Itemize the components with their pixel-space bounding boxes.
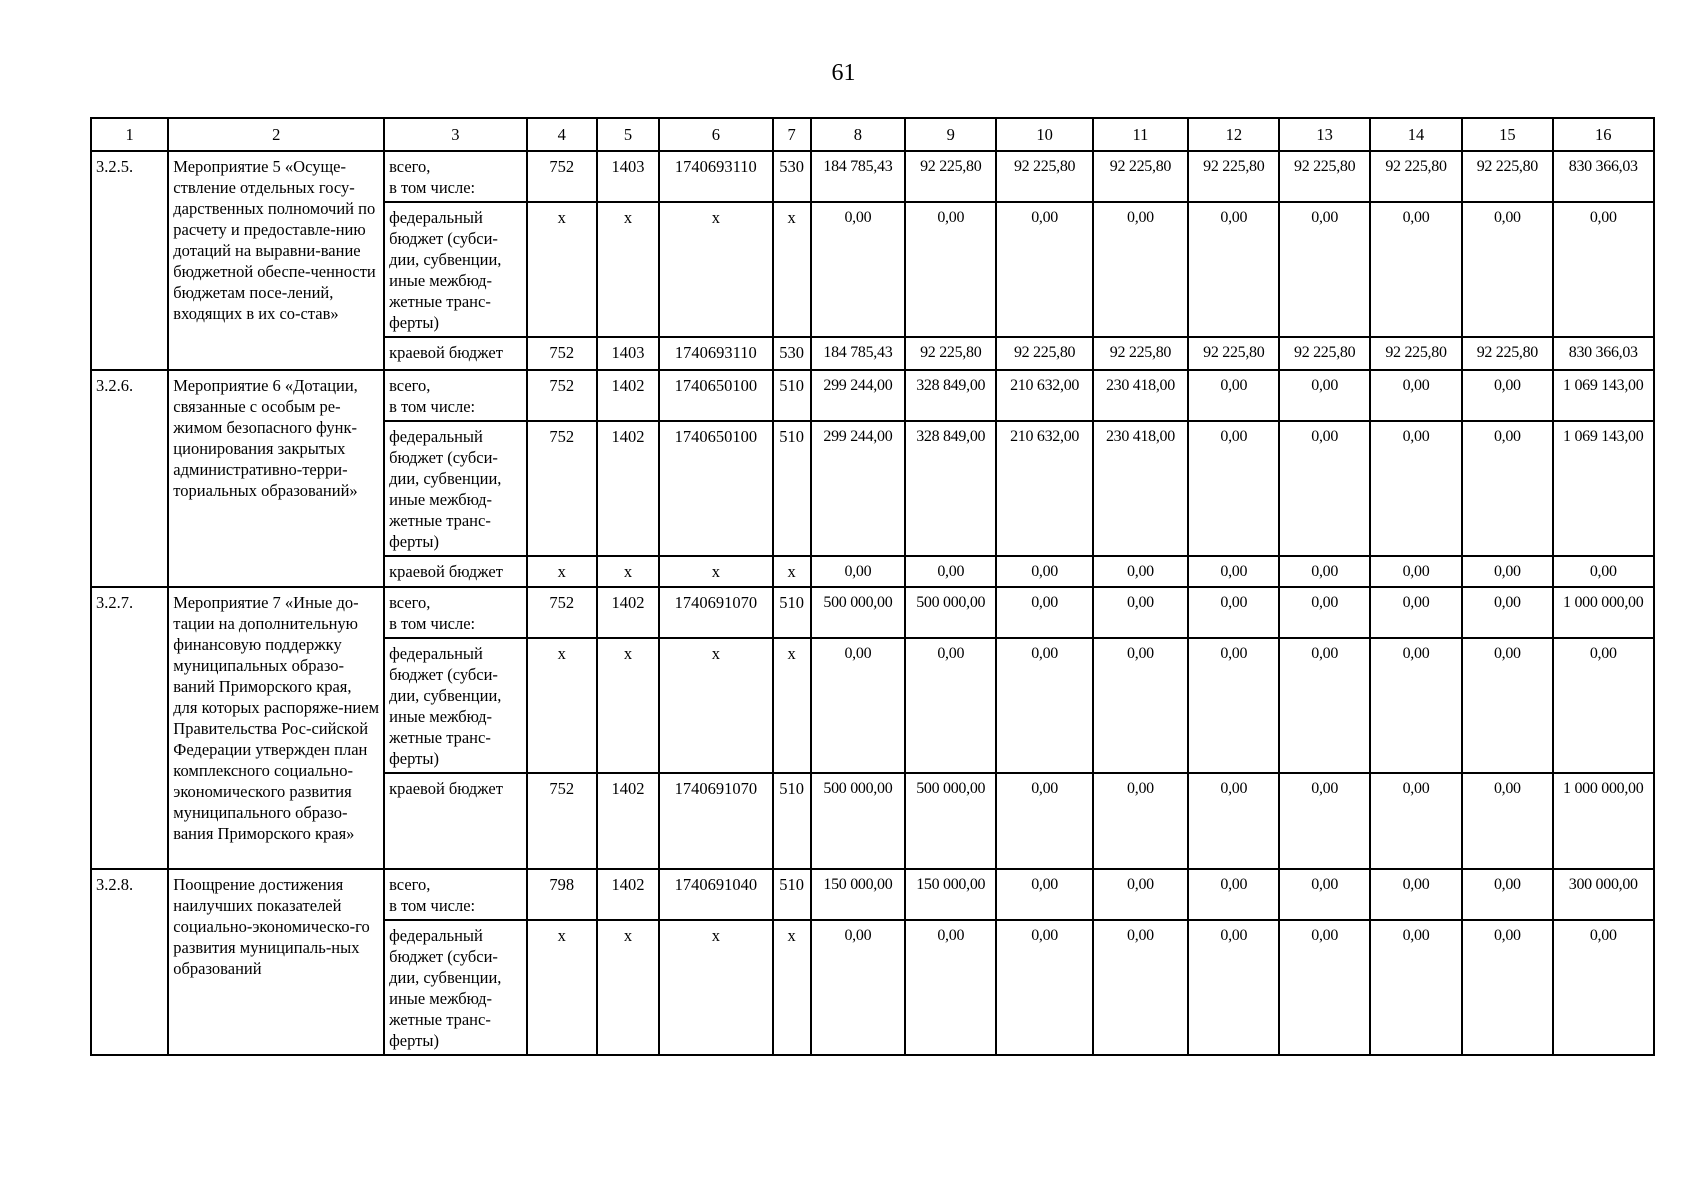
budget-code-c4: х [527, 556, 597, 587]
amount-col-12: 0,00 [1188, 202, 1279, 337]
amount-col-12: 0,00 [1188, 370, 1279, 421]
amount-col-12: 0,00 [1188, 920, 1279, 1055]
amount-col-8: 500 000,00 [811, 773, 905, 869]
amount-col-9: 328 849,00 [905, 421, 996, 556]
amount-col-11: 0,00 [1093, 587, 1188, 638]
amount-col-9: 500 000,00 [905, 587, 996, 638]
amount-col-8: 0,00 [811, 638, 905, 773]
amount-col-16: 0,00 [1553, 638, 1654, 773]
funding-source: федеральный бюджет (субси-дии, субвенции, иные межбюд-жетные транс-ферты) [384, 638, 527, 773]
budget-code-c4: 752 [527, 151, 597, 202]
budget-code-c5: 1402 [597, 773, 659, 869]
budget-code-c6: 1740650100 [659, 421, 772, 556]
budget-code-c6: 1740691070 [659, 587, 772, 638]
amount-col-12: 0,00 [1188, 587, 1279, 638]
table-row [91, 869, 1654, 920]
amount-col-16: 1 069 143,00 [1553, 421, 1654, 556]
amount-col-9: 0,00 [905, 556, 996, 587]
activity-code: 3.2.8. [91, 869, 168, 1055]
amount-col-15: 0,00 [1462, 773, 1552, 869]
budget-code-c6: х [659, 920, 772, 1055]
table-row [91, 587, 1654, 638]
amount-col-8: 0,00 [811, 920, 905, 1055]
amount-col-11: 92 225,80 [1093, 337, 1188, 370]
amount-col-11: 0,00 [1093, 773, 1188, 869]
amount-col-8: 150 000,00 [811, 869, 905, 920]
amount-col-11: 0,00 [1093, 869, 1188, 920]
budget-code-c7: 510 [773, 587, 811, 638]
budget-code-c5: 1402 [597, 421, 659, 556]
budget-code-c5: 1402 [597, 370, 659, 421]
column-header-15: 15 [1462, 118, 1552, 151]
amount-col-9: 0,00 [905, 638, 996, 773]
funding-source: федеральный бюджет (субси-дии, субвенции, иные межбюд-жетные транс-ферты) [384, 421, 527, 556]
funding-source: всего, в том числе: [384, 587, 527, 638]
column-header-1: 1 [91, 118, 168, 151]
column-header-8: 8 [811, 118, 905, 151]
amount-col-9: 500 000,00 [905, 773, 996, 869]
budget-code-c5: х [597, 638, 659, 773]
amount-col-8: 299 244,00 [811, 370, 905, 421]
amount-col-13: 0,00 [1279, 773, 1369, 869]
activity-code: 3.2.5. [91, 151, 168, 370]
column-header-3: 3 [384, 118, 527, 151]
amount-col-13: 0,00 [1279, 370, 1369, 421]
budget-code-c7: х [773, 920, 811, 1055]
amount-col-13: 92 225,80 [1279, 337, 1369, 370]
amount-col-16: 0,00 [1553, 556, 1654, 587]
amount-col-14: 0,00 [1370, 421, 1462, 556]
amount-col-14: 0,00 [1370, 202, 1462, 337]
budget-code-c6: х [659, 556, 772, 587]
amount-col-9: 92 225,80 [905, 151, 996, 202]
amount-col-15: 0,00 [1462, 638, 1552, 773]
funding-source: краевой бюджет [384, 773, 527, 869]
activity-name: Мероприятие 5 «Осуще-ствление отдельных госу-дарственных полномочий по расчету и предоставле-нию дотаций на выравни-вание бюджетной обеспе-ченности бюджетам посе-лений, входящих в их со-став» [168, 151, 384, 370]
column-header-2: 2 [168, 118, 384, 151]
budget-code-c5: 1403 [597, 337, 659, 370]
column-header-5: 5 [597, 118, 659, 151]
amount-col-8: 0,00 [811, 202, 905, 337]
amount-col-10: 0,00 [996, 638, 1092, 773]
amount-col-11: 92 225,80 [1093, 151, 1188, 202]
budget-code-c4: х [527, 202, 597, 337]
amount-col-13: 0,00 [1279, 202, 1369, 337]
amount-col-12: 0,00 [1188, 421, 1279, 556]
amount-col-15: 92 225,80 [1462, 151, 1552, 202]
funding-source: краевой бюджет [384, 556, 527, 587]
column-header-7: 7 [773, 118, 811, 151]
amount-col-10: 0,00 [996, 773, 1092, 869]
amount-col-12: 0,00 [1188, 773, 1279, 869]
budget-code-c6: х [659, 202, 772, 337]
amount-col-10: 0,00 [996, 920, 1092, 1055]
budget-code-c4: 752 [527, 773, 597, 869]
budget-code-c7: 510 [773, 370, 811, 421]
amount-col-16: 830 366,03 [1553, 337, 1654, 370]
activity-name: Мероприятие 6 «Дотации, связанные с особым ре-жимом безопасного функ-ционирования закрытых административно-терри-ториальных образований» [168, 370, 384, 587]
amount-col-11: 0,00 [1093, 638, 1188, 773]
amount-col-16: 0,00 [1553, 920, 1654, 1055]
amount-col-16: 1 000 000,00 [1553, 773, 1654, 869]
budget-code-c4: 798 [527, 869, 597, 920]
amount-col-13: 0,00 [1279, 556, 1369, 587]
column-header-9: 9 [905, 118, 996, 151]
amount-col-15: 0,00 [1462, 869, 1552, 920]
budget-code-c5: х [597, 920, 659, 1055]
budget-code-c7: 530 [773, 151, 811, 202]
budget-code-c7: х [773, 202, 811, 337]
amount-col-10: 92 225,80 [996, 337, 1092, 370]
amount-col-14: 0,00 [1370, 587, 1462, 638]
amount-col-12: 0,00 [1188, 556, 1279, 587]
table-row [91, 370, 1654, 421]
budget-code-c4: 752 [527, 587, 597, 638]
amount-col-11: 0,00 [1093, 556, 1188, 587]
table-row [91, 151, 1654, 202]
amount-col-14: 0,00 [1370, 638, 1462, 773]
activity-name: Мероприятие 7 «Иные до-тации на дополнительную финансовую поддержку муниципальных образо-ваний Приморского края, для которых распоряже-нием Правительства Рос-сийской Федерации утвержден план комплексного социально-экономического развития муниципального образо-вания Приморского края» [168, 587, 384, 869]
amount-col-14: 92 225,80 [1370, 337, 1462, 370]
amount-col-11: 230 418,00 [1093, 421, 1188, 556]
budget-code-c7: 510 [773, 869, 811, 920]
budget-code-c6: 1740691040 [659, 869, 772, 920]
amount-col-15: 92 225,80 [1462, 337, 1552, 370]
column-header-11: 11 [1093, 118, 1188, 151]
budget-code-c6: 1740693110 [659, 337, 772, 370]
amount-col-13: 0,00 [1279, 421, 1369, 556]
budget-code-c5: 1403 [597, 151, 659, 202]
budget-code-c7: 510 [773, 773, 811, 869]
funding-source: всего, в том числе: [384, 151, 527, 202]
activity-name: Поощрение достижения наилучших показателей социально-экономическо-го развития муниципаль-ных образований [168, 869, 384, 1055]
amount-col-9: 92 225,80 [905, 337, 996, 370]
budget-table [90, 117, 1655, 1056]
budget-code-c4: 752 [527, 370, 597, 421]
page-number: 61 [831, 60, 856, 86]
header-row [91, 118, 1654, 151]
column-header-10: 10 [996, 118, 1092, 151]
budget-code-c7: 530 [773, 337, 811, 370]
funding-source: всего, в том числе: [384, 869, 527, 920]
activity-code: 3.2.6. [91, 370, 168, 587]
budget-code-c6: 1740691070 [659, 773, 772, 869]
budget-code-c4: 752 [527, 421, 597, 556]
amount-col-12: 0,00 [1188, 638, 1279, 773]
column-header-16: 16 [1553, 118, 1654, 151]
funding-source: федеральный бюджет (субси-дии, субвенции, иные межбюд-жетные транс-ферты) [384, 920, 527, 1055]
amount-col-8: 184 785,43 [811, 337, 905, 370]
budget-code-c7: 510 [773, 421, 811, 556]
amount-col-13: 0,00 [1279, 638, 1369, 773]
amount-col-15: 0,00 [1462, 587, 1552, 638]
funding-source: краевой бюджет [384, 337, 527, 370]
budget-code-c6: 1740693110 [659, 151, 772, 202]
amount-col-12: 92 225,80 [1188, 337, 1279, 370]
column-header-13: 13 [1279, 118, 1369, 151]
amount-col-14: 0,00 [1370, 370, 1462, 421]
budget-code-c5: х [597, 556, 659, 587]
amount-col-8: 500 000,00 [811, 587, 905, 638]
amount-col-14: 0,00 [1370, 869, 1462, 920]
budget-code-c5: 1402 [597, 869, 659, 920]
amount-col-14: 0,00 [1370, 556, 1462, 587]
budget-code-c6: х [659, 638, 772, 773]
amount-col-9: 328 849,00 [905, 370, 996, 421]
amount-col-15: 0,00 [1462, 920, 1552, 1055]
amount-col-11: 0,00 [1093, 920, 1188, 1055]
amount-col-10: 0,00 [996, 202, 1092, 337]
amount-col-16: 300 000,00 [1553, 869, 1654, 920]
amount-col-15: 0,00 [1462, 421, 1552, 556]
amount-col-10: 0,00 [996, 587, 1092, 638]
table-body [91, 118, 1654, 1055]
budget-code-c4: х [527, 638, 597, 773]
amount-col-12: 92 225,80 [1188, 151, 1279, 202]
budget-code-c4: х [527, 920, 597, 1055]
amount-col-8: 0,00 [811, 556, 905, 587]
budget-code-c6: 1740650100 [659, 370, 772, 421]
budget-code-c7: х [773, 638, 811, 773]
column-header-14: 14 [1370, 118, 1462, 151]
amount-col-13: 92 225,80 [1279, 151, 1369, 202]
column-header-12: 12 [1188, 118, 1279, 151]
amount-col-13: 0,00 [1279, 587, 1369, 638]
amount-col-9: 0,00 [905, 202, 996, 337]
column-header-4: 4 [527, 118, 597, 151]
amount-col-9: 150 000,00 [905, 869, 996, 920]
amount-col-11: 0,00 [1093, 202, 1188, 337]
amount-col-13: 0,00 [1279, 920, 1369, 1055]
amount-col-10: 92 225,80 [996, 151, 1092, 202]
amount-col-14: 92 225,80 [1370, 151, 1462, 202]
amount-col-13: 0,00 [1279, 869, 1369, 920]
amount-col-10: 210 632,00 [996, 421, 1092, 556]
amount-col-16: 1 069 143,00 [1553, 370, 1654, 421]
amount-col-8: 184 785,43 [811, 151, 905, 202]
amount-col-16: 1 000 000,00 [1553, 587, 1654, 638]
activity-code: 3.2.7. [91, 587, 168, 869]
budget-code-c5: х [597, 202, 659, 337]
amount-col-8: 299 244,00 [811, 421, 905, 556]
amount-col-15: 0,00 [1462, 370, 1552, 421]
amount-col-9: 0,00 [905, 920, 996, 1055]
funding-source: всего, в том числе: [384, 370, 527, 421]
amount-col-10: 0,00 [996, 556, 1092, 587]
column-header-6: 6 [659, 118, 772, 151]
budget-code-c7: х [773, 556, 811, 587]
amount-col-16: 830 366,03 [1553, 151, 1654, 202]
amount-col-14: 0,00 [1370, 773, 1462, 869]
amount-col-16: 0,00 [1553, 202, 1654, 337]
amount-col-14: 0,00 [1370, 920, 1462, 1055]
budget-code-c5: 1402 [597, 587, 659, 638]
funding-source: федеральный бюджет (субси-дии, субвенции, иные межбюд-жетные транс-ферты) [384, 202, 527, 337]
amount-col-10: 210 632,00 [996, 370, 1092, 421]
amount-col-10: 0,00 [996, 869, 1092, 920]
amount-col-12: 0,00 [1188, 869, 1279, 920]
amount-col-11: 230 418,00 [1093, 370, 1188, 421]
budget-code-c4: 752 [527, 337, 597, 370]
amount-col-15: 0,00 [1462, 202, 1552, 337]
amount-col-15: 0,00 [1462, 556, 1552, 587]
